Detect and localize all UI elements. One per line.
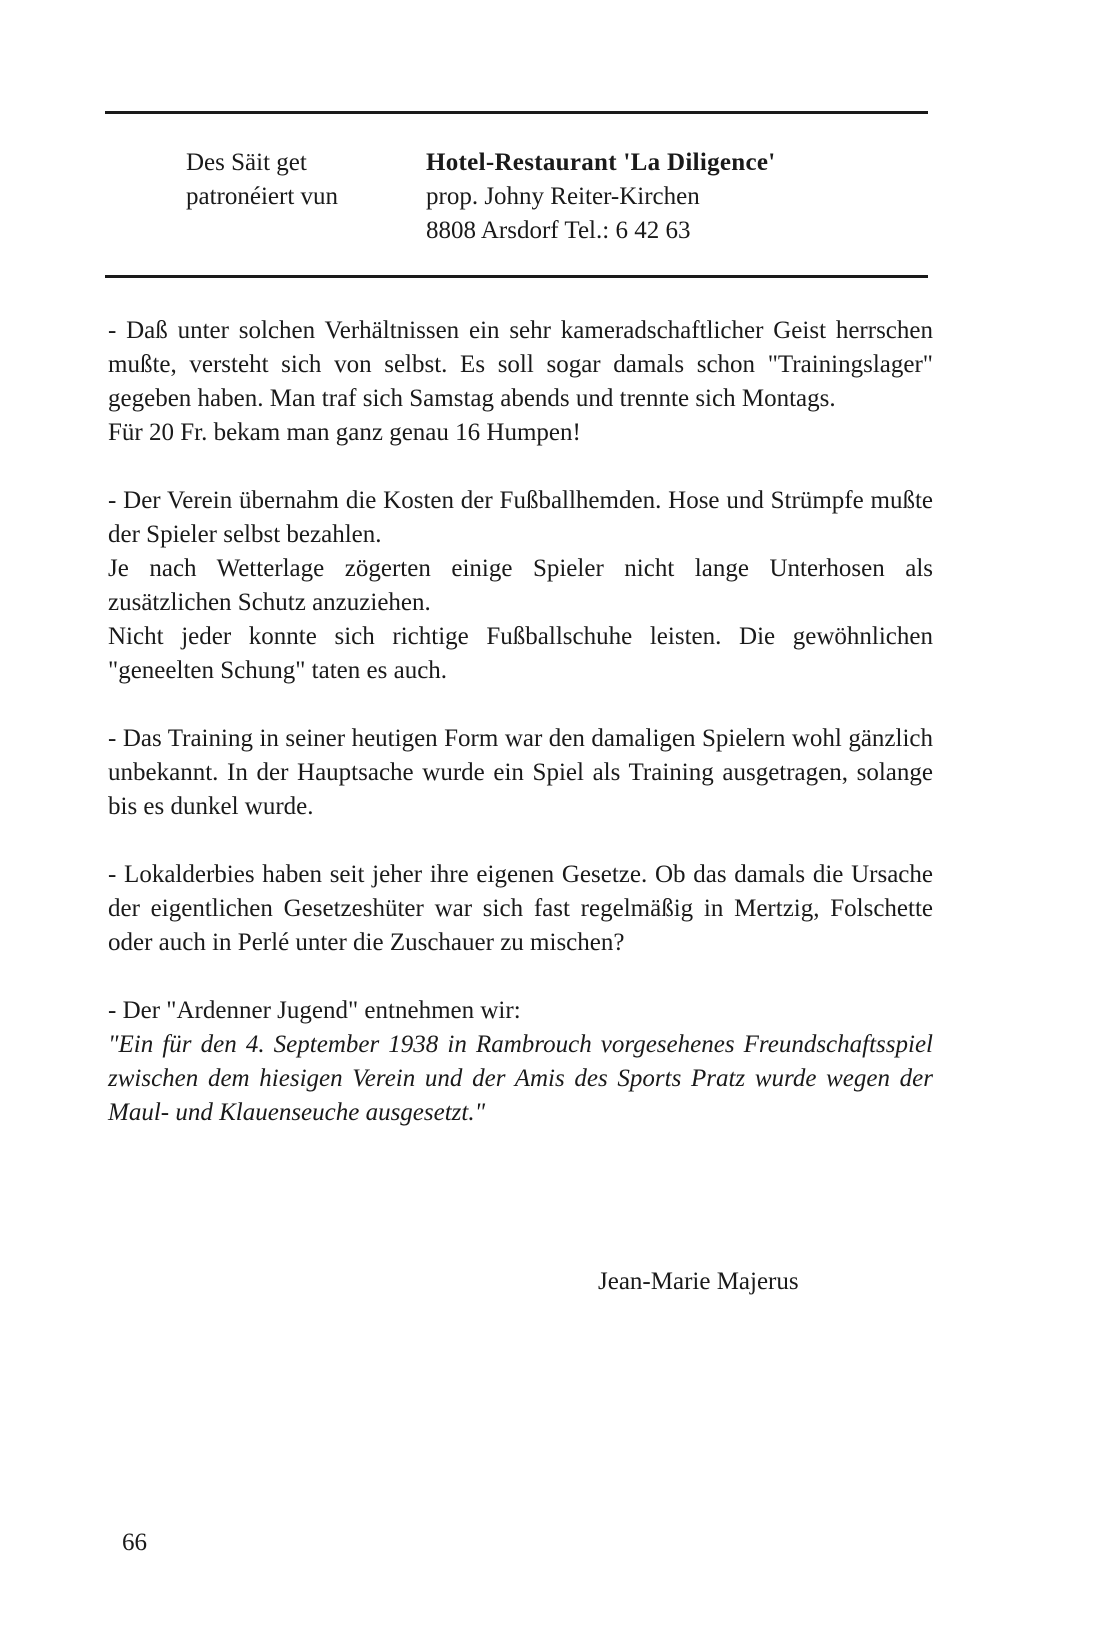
sponsor-owner: prop. Johny Reiter-Kirchen bbox=[426, 183, 700, 210]
paragraph-line: Je nach Wetterlage zögerten einige Spieler nicht lange Unterhosen als zusätzlichen Schutz anzuziehen. bbox=[108, 555, 933, 616]
paragraph-line: Nicht jeder konnte sich richtige Fußballschuhe leisten. Die gewöhnlichen "geneelten Schung" taten es auch. bbox=[108, 623, 933, 684]
paragraph-line: - Das Training in seiner heutigen Form war den damaligen Spielern wohl gänzlich unbekannt. In der Hauptsache wurde ein Spiel als Training ausgetragen, solange bis es dunkel wurde. bbox=[108, 725, 933, 820]
author-signature: Jean-Marie Majerus bbox=[598, 1268, 799, 1295]
sponsor-address: 8808 Arsdorf Tel.: 6 42 63 bbox=[426, 217, 691, 244]
quote-text: "Ein für den 4. September 1938 in Rambrouch vorgesehenes Freundschaftsspiel zwischen dem hiesigen Verein und der Amis des Sports Pratz wurde wegen der Maul- und Klauenseuche ausgesetzt." bbox=[108, 1031, 933, 1126]
paragraph-training bbox=[108, 722, 933, 824]
top-divider bbox=[105, 111, 928, 114]
sponsor-label-line2: patronéiert vun bbox=[186, 183, 339, 210]
sponsor-name: Hotel-Restaurant 'La Diligence' bbox=[426, 149, 776, 176]
paragraph-line: - Daß unter solchen Verhältnissen ein sehr kameradschaftlicher Geist herrschen mußte, versteht sich von selbst. Es soll sogar damals schon "Trainingslager" gegeben haben. Man traf sich Samstag abends und trennte sich Montags. bbox=[108, 317, 933, 412]
paragraph-line: - Lokalderbies haben seit jeher ihre eigenen Gesetze. Ob das damals die Ursache der eigentlichen Gesetzeshüter war sich fast regelmäßig in Mertzig, Folschette oder auch in Perlé unter die Zuschauer zu mischen? bbox=[108, 861, 933, 956]
sponsor-label bbox=[186, 146, 416, 214]
paragraph-quote bbox=[108, 994, 933, 1130]
sponsor-info bbox=[426, 146, 946, 248]
paragraph-kit bbox=[108, 484, 933, 688]
sponsor-label-line1: Des Säit get bbox=[186, 149, 307, 176]
paragraph-derbies bbox=[108, 858, 933, 960]
article-body bbox=[108, 314, 933, 1164]
page-number: 66 bbox=[122, 1529, 147, 1556]
paragraph-line: - Der Verein übernahm die Kosten der Fußballhemden. Hose und Strümpfe mußte der Spieler selbst bezahlen. bbox=[108, 487, 933, 548]
quote-intro: - Der "Ardenner Jugend" entnehmen wir: bbox=[108, 997, 521, 1024]
paragraph-line: Für 20 Fr. bekam man ganz genau 16 Humpen! bbox=[108, 419, 581, 446]
bottom-divider bbox=[105, 275, 928, 278]
paragraph-camaraderie bbox=[108, 314, 933, 450]
